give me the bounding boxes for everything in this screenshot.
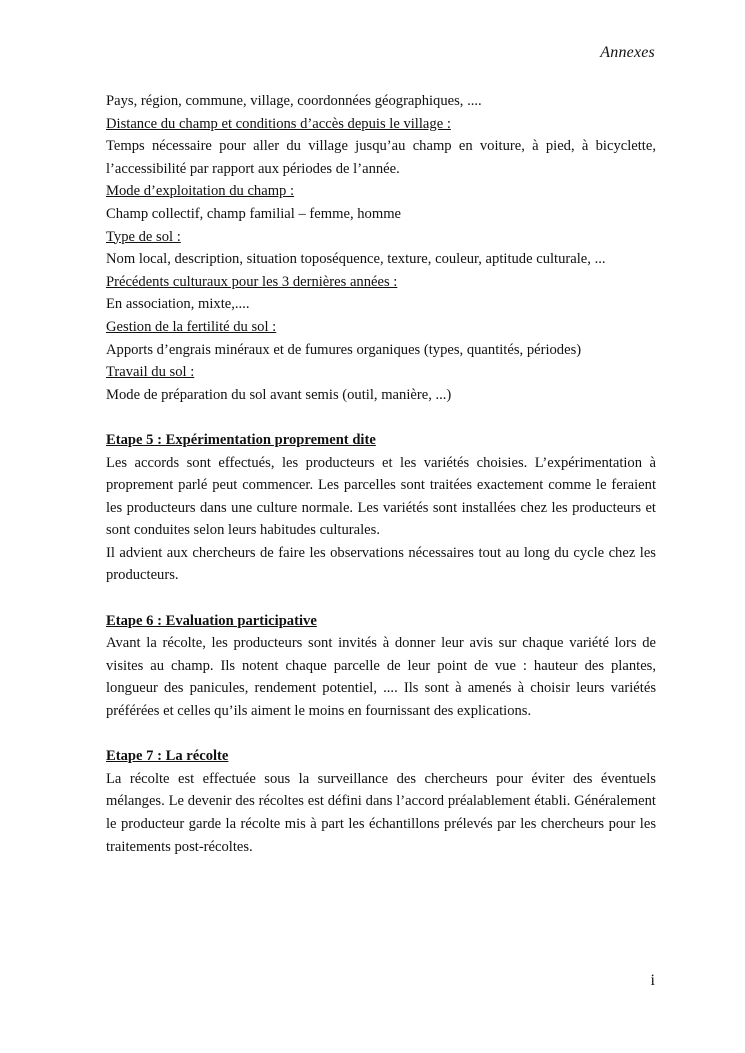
step-5-heading: Etape 5 : Expérimentation proprement dite [106, 431, 376, 448]
running-header: Annexes [600, 44, 655, 61]
field-text-previous-crops: En association, mixte,.... [106, 296, 250, 313]
field-label-distance: Distance du champ et conditions d’accès depuis le village : [106, 115, 451, 132]
field-text-fertility: Apports d’engrais minéraux et de fumures organiques (types, quantités, périodes) [106, 341, 582, 358]
step-6-heading: Etape 6 : Evaluation participative [106, 612, 317, 629]
location-line: Pays, région, commune, village, coordonnées géographiques, .... [106, 93, 482, 109]
step-7-heading: Etape 7 : La récolte [106, 748, 229, 765]
field-label-previous-crops: Précédents culturaux pour les 3 dernières années : [106, 273, 398, 290]
page-number: i [650, 972, 655, 989]
step-6-paragraph-1: Avant la récolte, les producteurs sont invités à donner leur avis sur chaque variété lors de visites au champ. Ils notent chaque parcelle de leur point de vue : hauteur des plantes, longueur des panicules, rendement potentiel, .... Ils sont à amenés à choisir leurs variétés préférées et celles qu’ils aiment le moins en fournissant des explications. [106, 635, 656, 720]
field-text-soil-type: Nom local, description, situation toposéquence, texture, couleur, aptitude culturale, ... [106, 251, 606, 268]
field-label-fertility: Gestion de la fertilité du sol : [106, 318, 277, 335]
step-5-paragraph-2: Il advient aux chercheurs de faire les observations nécessaires tout au long du cycle chez les producteurs. [106, 544, 656, 584]
step-7-paragraph-1: La récolte est effectuée sous la surveillance des chercheurs pour éviter des éventuels mélanges. Le devenir des récoltes est défini dans l’accord préalablement établi. Généralement le producteur garde la récolte mis à part les échantillons prélevés par les chercheurs pour les traitements post-récoltes. [106, 770, 656, 855]
spacer [106, 406, 656, 429]
field-label-exploitation: Mode d’exploitation du champ : [106, 183, 295, 200]
field-label-tillage: Travail du sol : [106, 364, 195, 381]
field-text-exploitation: Champ collectif, champ familial – femme, homme [106, 205, 402, 222]
step-5-paragraph-1: Les accords sont effectués, les producteurs et les variétés choisies. L’expérimentation à proprement parlé peut commencer. Les parcelles sont traitées exactement comme le feraient les producteurs dans une culture normale. Les variétés sont installées chez les producteurs et sont conduites selon leurs habitudes culturales. [106, 454, 656, 539]
field-text-tillage: Mode de préparation du sol avant semis (outil, manière, ...) [106, 386, 452, 403]
field-text-distance: Temps nécessaire pour aller du village jusqu’au champ en voiture, à pied, à bicyclette, l’accessibilité par rapport aux périodes de l’année. [106, 138, 656, 177]
field-label-soil-type: Type de sol : [106, 228, 181, 245]
spacer [106, 723, 656, 746]
spacer [106, 587, 656, 610]
document-body [106, 90, 656, 858]
